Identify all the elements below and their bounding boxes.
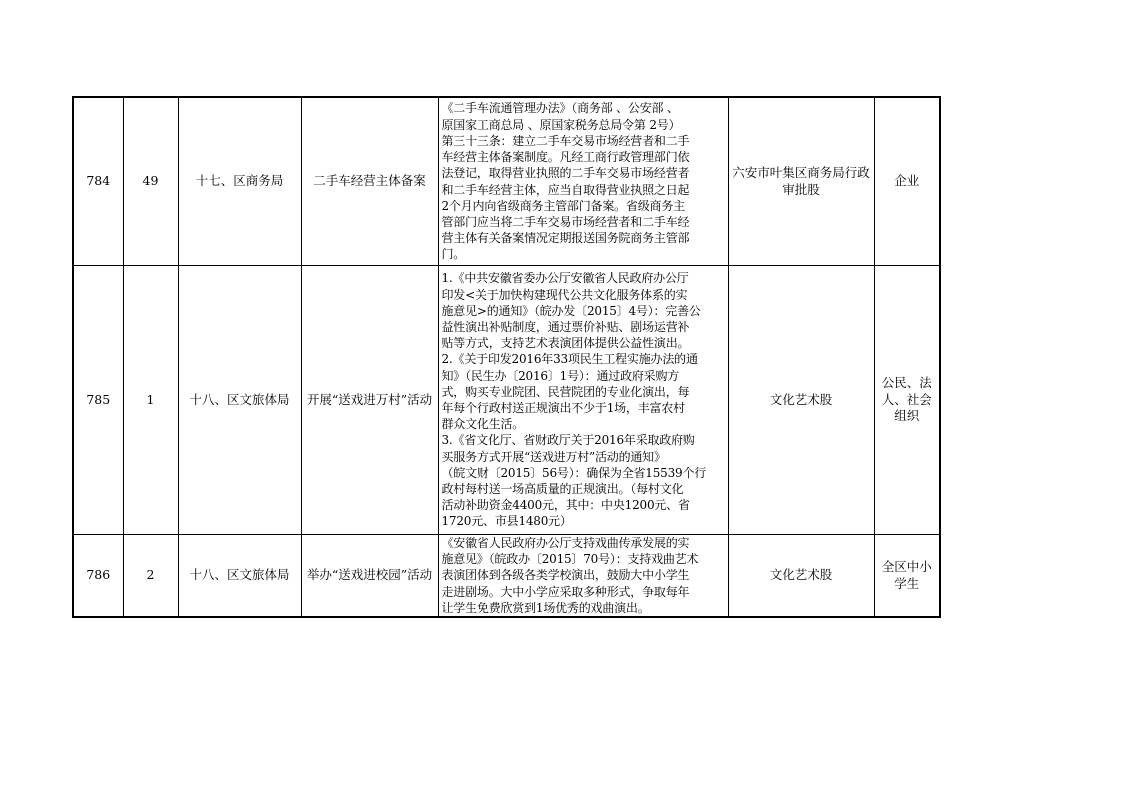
table-row	[73, 97, 940, 266]
cell-item-name: 举办“送戏进校园”活动	[301, 535, 438, 618]
cell-seq: 784	[73, 97, 123, 266]
cell-target: 公民、法人、社会组织	[874, 266, 940, 535]
cell-item-name: 二手车经营主体备案	[301, 97, 438, 266]
cell-item-name: 开展“送戏进万村”活动	[301, 266, 438, 535]
cell-sub-seq: 49	[123, 97, 178, 266]
cell-seq: 786	[73, 535, 123, 618]
cell-department: 十七、区商务局	[178, 97, 301, 266]
cell-department: 十八、区文旅体局	[178, 266, 301, 535]
cell-basis: 1.《中共安徽省委办公厅安徽省人民政府办公厅 印发<关于加快构建现代公共文化服务体系的实 施意见>的通知》（皖办发〔2015〕4号）：完善公 益性演出补贴制度，通过票价补贴、剧场运营补 贴等方式，支持艺术表演团体提供公益性演出。 2.《关于印发2016年33项民生工程实施办法的通 知》（民生办〔2016〕1号）：通过政府采购方 式，购买专业院团、民营院团的专业化演出，每 年每个行政村送正规演出不少于1场，丰富农村 群众文化生活。 3.《省文化厅、省财政厅关于2016年采取政府购 买服务方式开展“送戏进万村”活动的通知》 （皖文财〔2015〕56号）：确保为全省15539个行 政村每村送一场高质量的正规演出。（每村文化 活动补助资金4400元，其中：中央1200元、省 1720元、市县1480元）	[438, 266, 728, 535]
cell-department: 十八、区文旅体局	[178, 535, 301, 618]
cell-handler: 六安市叶集区商务局行政审批股	[728, 97, 874, 266]
table-row	[73, 266, 940, 535]
cell-target: 全区中小学生	[874, 535, 940, 618]
cell-seq: 785	[73, 266, 123, 535]
cell-target: 企业	[874, 97, 940, 266]
cell-sub-seq: 2	[123, 535, 178, 618]
cell-handler: 文化艺术股	[728, 266, 874, 535]
table-row	[73, 535, 940, 618]
cell-basis: 《二手车流通管理办法》（商务部 、公安部 、 原国家工商总局 、原国家税务总局令第 2号） 第三十三条：建立二手车交易市场经营者和二手 车经营主体备案制度。凡经工商行政管理部门依 法登记，取得营业执照的二手车交易市场经营者 和二手车经营主体，应当自取得营业执照之日起 2个月内向省级商务主管部门备案。省级商务主 管部门应当将二手车交易市场经营者和二手车经 营主体有关备案情况定期报送国务院商务主管部 门。	[438, 97, 728, 266]
cell-sub-seq: 1	[123, 266, 178, 535]
cell-basis: 《安徽省人民政府办公厅支持戏曲传承发展的实 施意见》（皖政办〔2015〕70号）：支持戏曲艺术 表演团体到各级各类学校演出，鼓励大中小学生 走进剧场。大中小学应采取多种形式，争取每年 让学生免费欣赏到1场优秀的戏曲演出。	[438, 535, 728, 618]
cell-handler: 文化艺术股	[728, 535, 874, 618]
public-service-table	[72, 96, 941, 618]
